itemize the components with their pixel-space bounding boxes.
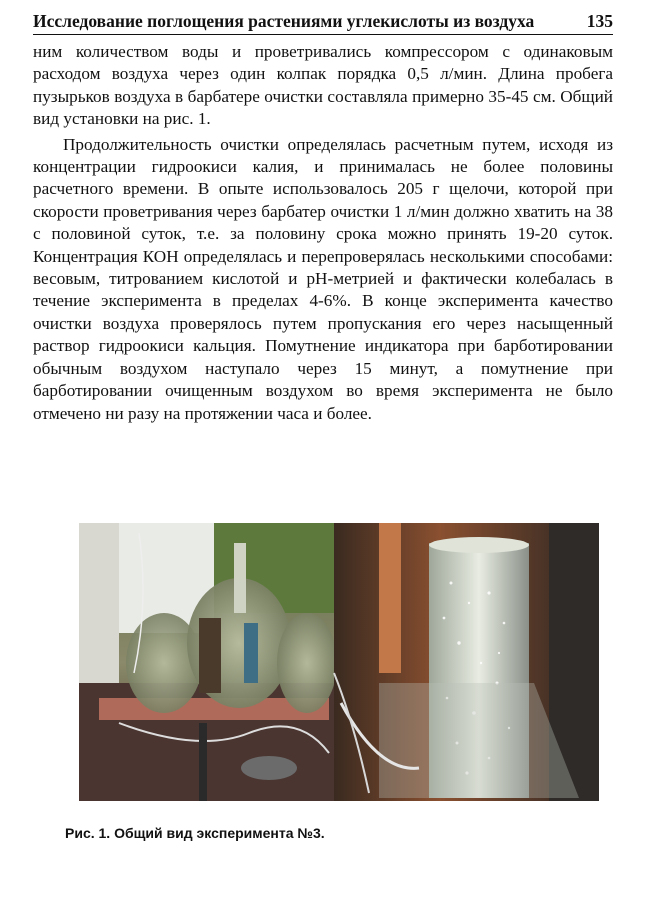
running-header xyxy=(33,8,613,35)
page-number: 135 xyxy=(586,11,613,31)
paragraph-2: Продолжительность очистки определялась расчетным путем, исходя из концентрации гидроокиси калия, и принималась не более половины расчетного времени. В опыте использовалось 205 г щелочи, которой при скорости проветривания через барбатер очистки 1 л/мин должно хватить на 38 с половиной суток, т.е. за половину срока можно принять 19-20 суток. Концентрация КОН определялась и перепроверялась несколькими способами: весовым, титрованием кислотой и pH-метрией и фактически колебалась в течение эксперимента в пределах 4-6%. В конце эксперимента качество очистки воздуха проверялось путем пропускания его через насыщенный раствор гидроокиси кальция. Помутнение индикатора при барботировании обычным воздухом наступало через 15 минут, а помутнение при барботировании очищенным воздухом во время эксперимента не было отмечено ни разу на протяжении часа и более. xyxy=(33,134,613,423)
experiment-photo xyxy=(79,523,599,801)
header-title: Исследование поглощения растениями углекислоты из воздуха xyxy=(33,11,535,31)
body-text xyxy=(33,41,613,425)
paragraph-1: ним количеством воды и проветривались компрессором с одинаковым расходом воздуха через один колпак порядка 0,5 л/мин. Длина пробега пузырьков воздуха в барбатере очистки составляла примерно 35-45 см. Общий вид установки на рис. 1. xyxy=(33,42,613,129)
figure-photo xyxy=(79,523,599,801)
figure-caption: Рис. 1. Общий вид эксперимента №3. xyxy=(65,825,325,841)
